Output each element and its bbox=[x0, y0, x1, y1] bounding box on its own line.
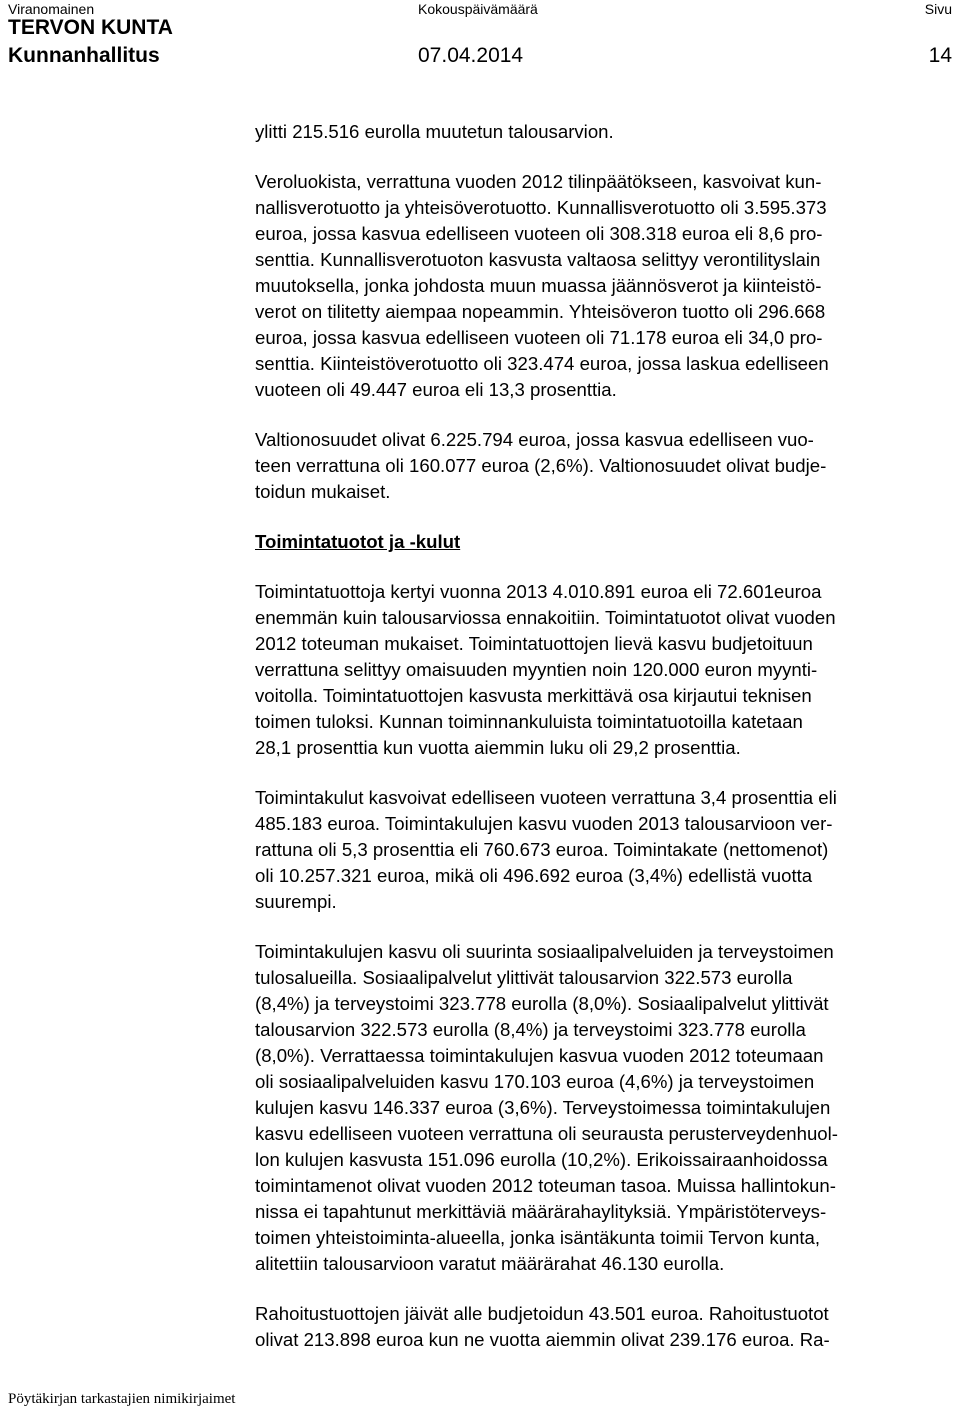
organization-name: TERVON KUNTA bbox=[8, 16, 173, 39]
paragraph bbox=[255, 939, 955, 1277]
text-line: enemmän kuin talousarviossa ennakoitiin. Toimintatuotot olivat vuoden bbox=[255, 607, 836, 628]
text-line: toimen tuloksi. Kunnan toiminnankuluista toimintatuotoilla katetaan bbox=[255, 711, 803, 732]
section-heading-text: Toimintatuotot ja -kulut bbox=[255, 531, 461, 552]
text-line: voitolla. Toimintatuottojen kasvusta merkittävä osa kirjautui teknisen bbox=[255, 685, 812, 706]
text-line: 2012 toteuman mukaiset. Toimintatuottojen lievä kasvu budjetoituun bbox=[255, 633, 813, 654]
text-line: rattuna oli 5,3 prosenttia eli 760.673 euroa. Toimintakate (nettomenot) bbox=[255, 839, 829, 860]
paragraph bbox=[255, 169, 955, 403]
text-line: lon kulujen kasvusta 151.096 eurolla (10,2%). Erikoissairaanhoidossa bbox=[255, 1149, 828, 1170]
text-line: Rahoitustuottojen jäivät alle budjetoidun 43.501 euroa. Rahoitustuotot bbox=[255, 1303, 829, 1324]
text-line: nissa ei tapahtunut merkittäviä määrärahaylityksiä. Ympäristöterveys- bbox=[255, 1201, 827, 1222]
text-line: talousarvion 322.573 eurolla (8,4%) ja terveystoimi 323.778 eurolla bbox=[255, 1019, 806, 1040]
text-line: (8,0%). Verrattaessa toimintakulujen kasvua vuoden 2012 toteumaan bbox=[255, 1045, 824, 1066]
text-line: toimen yhteistoiminta-alueella, jonka isäntäkunta toimii Tervon kunta, bbox=[255, 1227, 821, 1248]
text-line: Toimintatuottoja kertyi vuonna 2013 4.010.891 euroa eli 72.601euroa bbox=[255, 581, 822, 602]
text-line: tulosalueilla. Sosiaalipalvelut ylittivät talousarvion 322.573 eurolla bbox=[255, 967, 793, 988]
text-line: senttia. Kiinteistöverotuotto oli 323.474 euroa, jossa laskua edelliseen bbox=[255, 353, 829, 374]
text-line: toimintamenot olivat vuoden 2012 toteuman tasoa. Muissa hallintokun- bbox=[255, 1175, 836, 1196]
text-line: 485.183 euroa. Toimintakulujen kasvu vuoden 2013 talousarvioon ver- bbox=[255, 813, 833, 834]
text-line: euroa, jossa kasvua edelliseen vuoteen oli 71.178 euroa eli 34,0 pro- bbox=[255, 327, 823, 348]
governing-body: Kunnanhallitus bbox=[8, 44, 160, 67]
text-line: alitettiin talousarvioon varatut määrärahat 46.130 eurolla. bbox=[255, 1253, 725, 1274]
text-line: senttia. Kunnallisverotuoton kasvusta valtaosa selittyy verontilityslain bbox=[255, 249, 821, 270]
page-number: 14 bbox=[928, 44, 952, 67]
paragraph bbox=[255, 1301, 955, 1353]
header-label-date: Kokouspäivämäärä bbox=[418, 1, 538, 17]
text-line: verrattuna selittyy omaisuuden myyntien noin 120.000 euron myynti- bbox=[255, 659, 818, 680]
text-line: ylitti 215.516 eurolla muutetun talousarvion. bbox=[255, 121, 614, 142]
text-line: nallisverotuotto ja yhteisöverotuotto. Kunnallisverotuotto oli 3.595.373 bbox=[255, 197, 827, 218]
section-heading bbox=[255, 529, 955, 555]
text-line: euroa, jossa kasvua edelliseen vuoteen oli 308.318 euroa eli 8,6 pro- bbox=[255, 223, 823, 244]
paragraph bbox=[255, 427, 955, 505]
text-line: Toimintakulujen kasvu oli suurinta sosiaalipalveluiden ja terveystoimen bbox=[255, 941, 834, 962]
text-line: verot on tilitetty aiempaa nopeammin. Yhteisöveron tuotto oli 296.668 bbox=[255, 301, 826, 322]
text-line: (8,4%) ja terveystoimi 323.778 eurolla (8,0%). Sosiaalipalvelut ylittivät bbox=[255, 993, 829, 1014]
header-label-page: Sivu bbox=[924, 1, 952, 17]
text-line: Veroluokista, verrattuna vuoden 2012 tilinpäätökseen, kasvoivat kun- bbox=[255, 171, 822, 192]
text-line: toidun mukaiset. bbox=[255, 481, 391, 502]
paragraph bbox=[255, 119, 955, 145]
text-line: olivat 213.898 euroa kun ne vuotta aiemmin olivat 239.176 euroa. Ra- bbox=[255, 1329, 830, 1350]
paragraph bbox=[255, 579, 955, 761]
footer-initials-label: Pöytäkirjan tarkastajien nimikirjaimet bbox=[8, 1391, 236, 1407]
text-line: kasvu edelliseen vuoteen verrattuna oli seurausta perusterveydenhuol- bbox=[255, 1123, 838, 1144]
meeting-date: 07.04.2014 bbox=[418, 44, 524, 67]
text-line: Valtionosuudet olivat 6.225.794 euroa, jossa kasvua edelliseen vuo- bbox=[255, 429, 814, 450]
text-line: teen verrattuna oli 160.077 euroa (2,6%). Valtionosuudet olivat budje- bbox=[255, 455, 827, 476]
text-line: suurempi. bbox=[255, 891, 337, 912]
text-line: muutoksella, jonka johdosta muun muassa jäännösverot ja kiinteistö- bbox=[255, 275, 822, 296]
text-line: oli 10.257.321 euroa, mikä oli 496.692 euroa (3,4%) edellistä vuotta bbox=[255, 865, 813, 886]
text-line: vuoteen oli 49.447 euroa eli 13,3 prosenttia. bbox=[255, 379, 617, 400]
header-label-authority: Viranomainen bbox=[8, 1, 95, 17]
document-body bbox=[255, 119, 955, 1353]
paragraph bbox=[255, 785, 955, 915]
text-line: 28,1 prosenttia kun vuotta aiemmin luku oli 29,2 prosenttia. bbox=[255, 737, 741, 758]
text-line: Toimintakulut kasvoivat edelliseen vuoteen verrattuna 3,4 prosenttia eli bbox=[255, 787, 837, 808]
text-line: kulujen kasvu 146.337 euroa (3,6%). Terveystoimessa toimintakulujen bbox=[255, 1097, 831, 1118]
text-line: oli sosiaalipalveluiden kasvu 170.103 euroa (4,6%) ja terveystoimen bbox=[255, 1071, 815, 1092]
